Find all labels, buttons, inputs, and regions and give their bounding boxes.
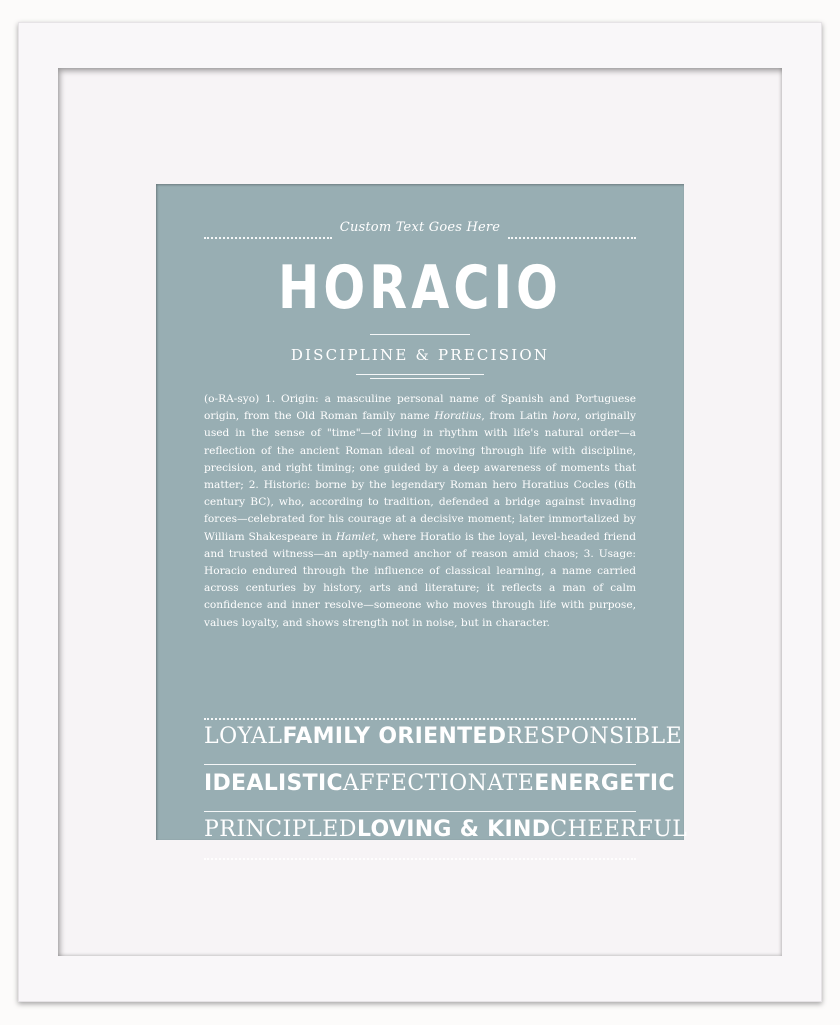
trait: LOYAL [204, 724, 283, 749]
name-title: HORACIO [278, 253, 562, 323]
rule-under-tagline-1 [356, 374, 484, 375]
trait: LOVING & KIND [356, 817, 551, 842]
traits-row-2 [204, 771, 675, 796]
trait: ENERGETIC [534, 771, 675, 796]
picture-frame [18, 22, 822, 1002]
traits-divider-2 [204, 811, 636, 812]
traits-row-1 [204, 724, 683, 749]
rule-under-tagline-2 [370, 378, 470, 379]
trait: FAMILY ORIENTED [282, 724, 507, 749]
name-definition [204, 391, 636, 632]
trait: PRINCIPLED [204, 817, 357, 842]
traits-divider-1 [204, 764, 636, 765]
mat-board [58, 68, 782, 956]
trait: AFFECTIONATE [342, 771, 535, 796]
custom-text: Custom Text Goes Here [339, 220, 501, 235]
top-left-dotted-rule [204, 237, 332, 239]
definition-origin: 1. Origin: a masculine personal name of Spanish and Portuguese origin, from the Old Roman family name Horatius, from Latin hora, originally used in the sense of "time"—of living in rhythm with life's natural order—a reflection of the ancient Roman ideal of moving through life with discipline, precision, and right timing; one guided by a deep awareness of moments that matter; [204, 393, 637, 492]
tagline: DISCIPLINE & PRECISION [290, 346, 550, 364]
traits-row-3 [204, 817, 688, 842]
rule-under-name [370, 334, 470, 335]
trait: RESPONSIBLE [506, 724, 683, 749]
definition-usage: 3. Usage: Horacio endured through the influence of classical learning, a name carried across centuries by history, arts and literature; it reflects a man of calm confidence and inner resolve—someone who moves through life with purpose, values loyalty, and shows strength not in noise, but in character. [204, 547, 636, 629]
top-right-dotted-rule [508, 237, 636, 239]
trait: IDEALISTIC [204, 771, 343, 796]
name-print [156, 184, 688, 842]
traits-bottom-dotted-rule [204, 858, 636, 860]
trait: CHEERFUL [550, 817, 688, 842]
definition-historic: 2. Historic: borne by the legendary Roman hero Horatius Cocles (6th century BC), who, according to tradition, defended a bridge against invading forces—celebrated for his courage at a decisive moment; later immortalized by William Shakespeare in Hamlet, where Horatio is the loyal, level-headed friend and trusted witness—an aptly-named anchor of reason amid chaos; [204, 479, 636, 560]
traits-top-dotted-rule [204, 718, 636, 720]
pronunciation: (o-RA-syo) [204, 393, 260, 405]
